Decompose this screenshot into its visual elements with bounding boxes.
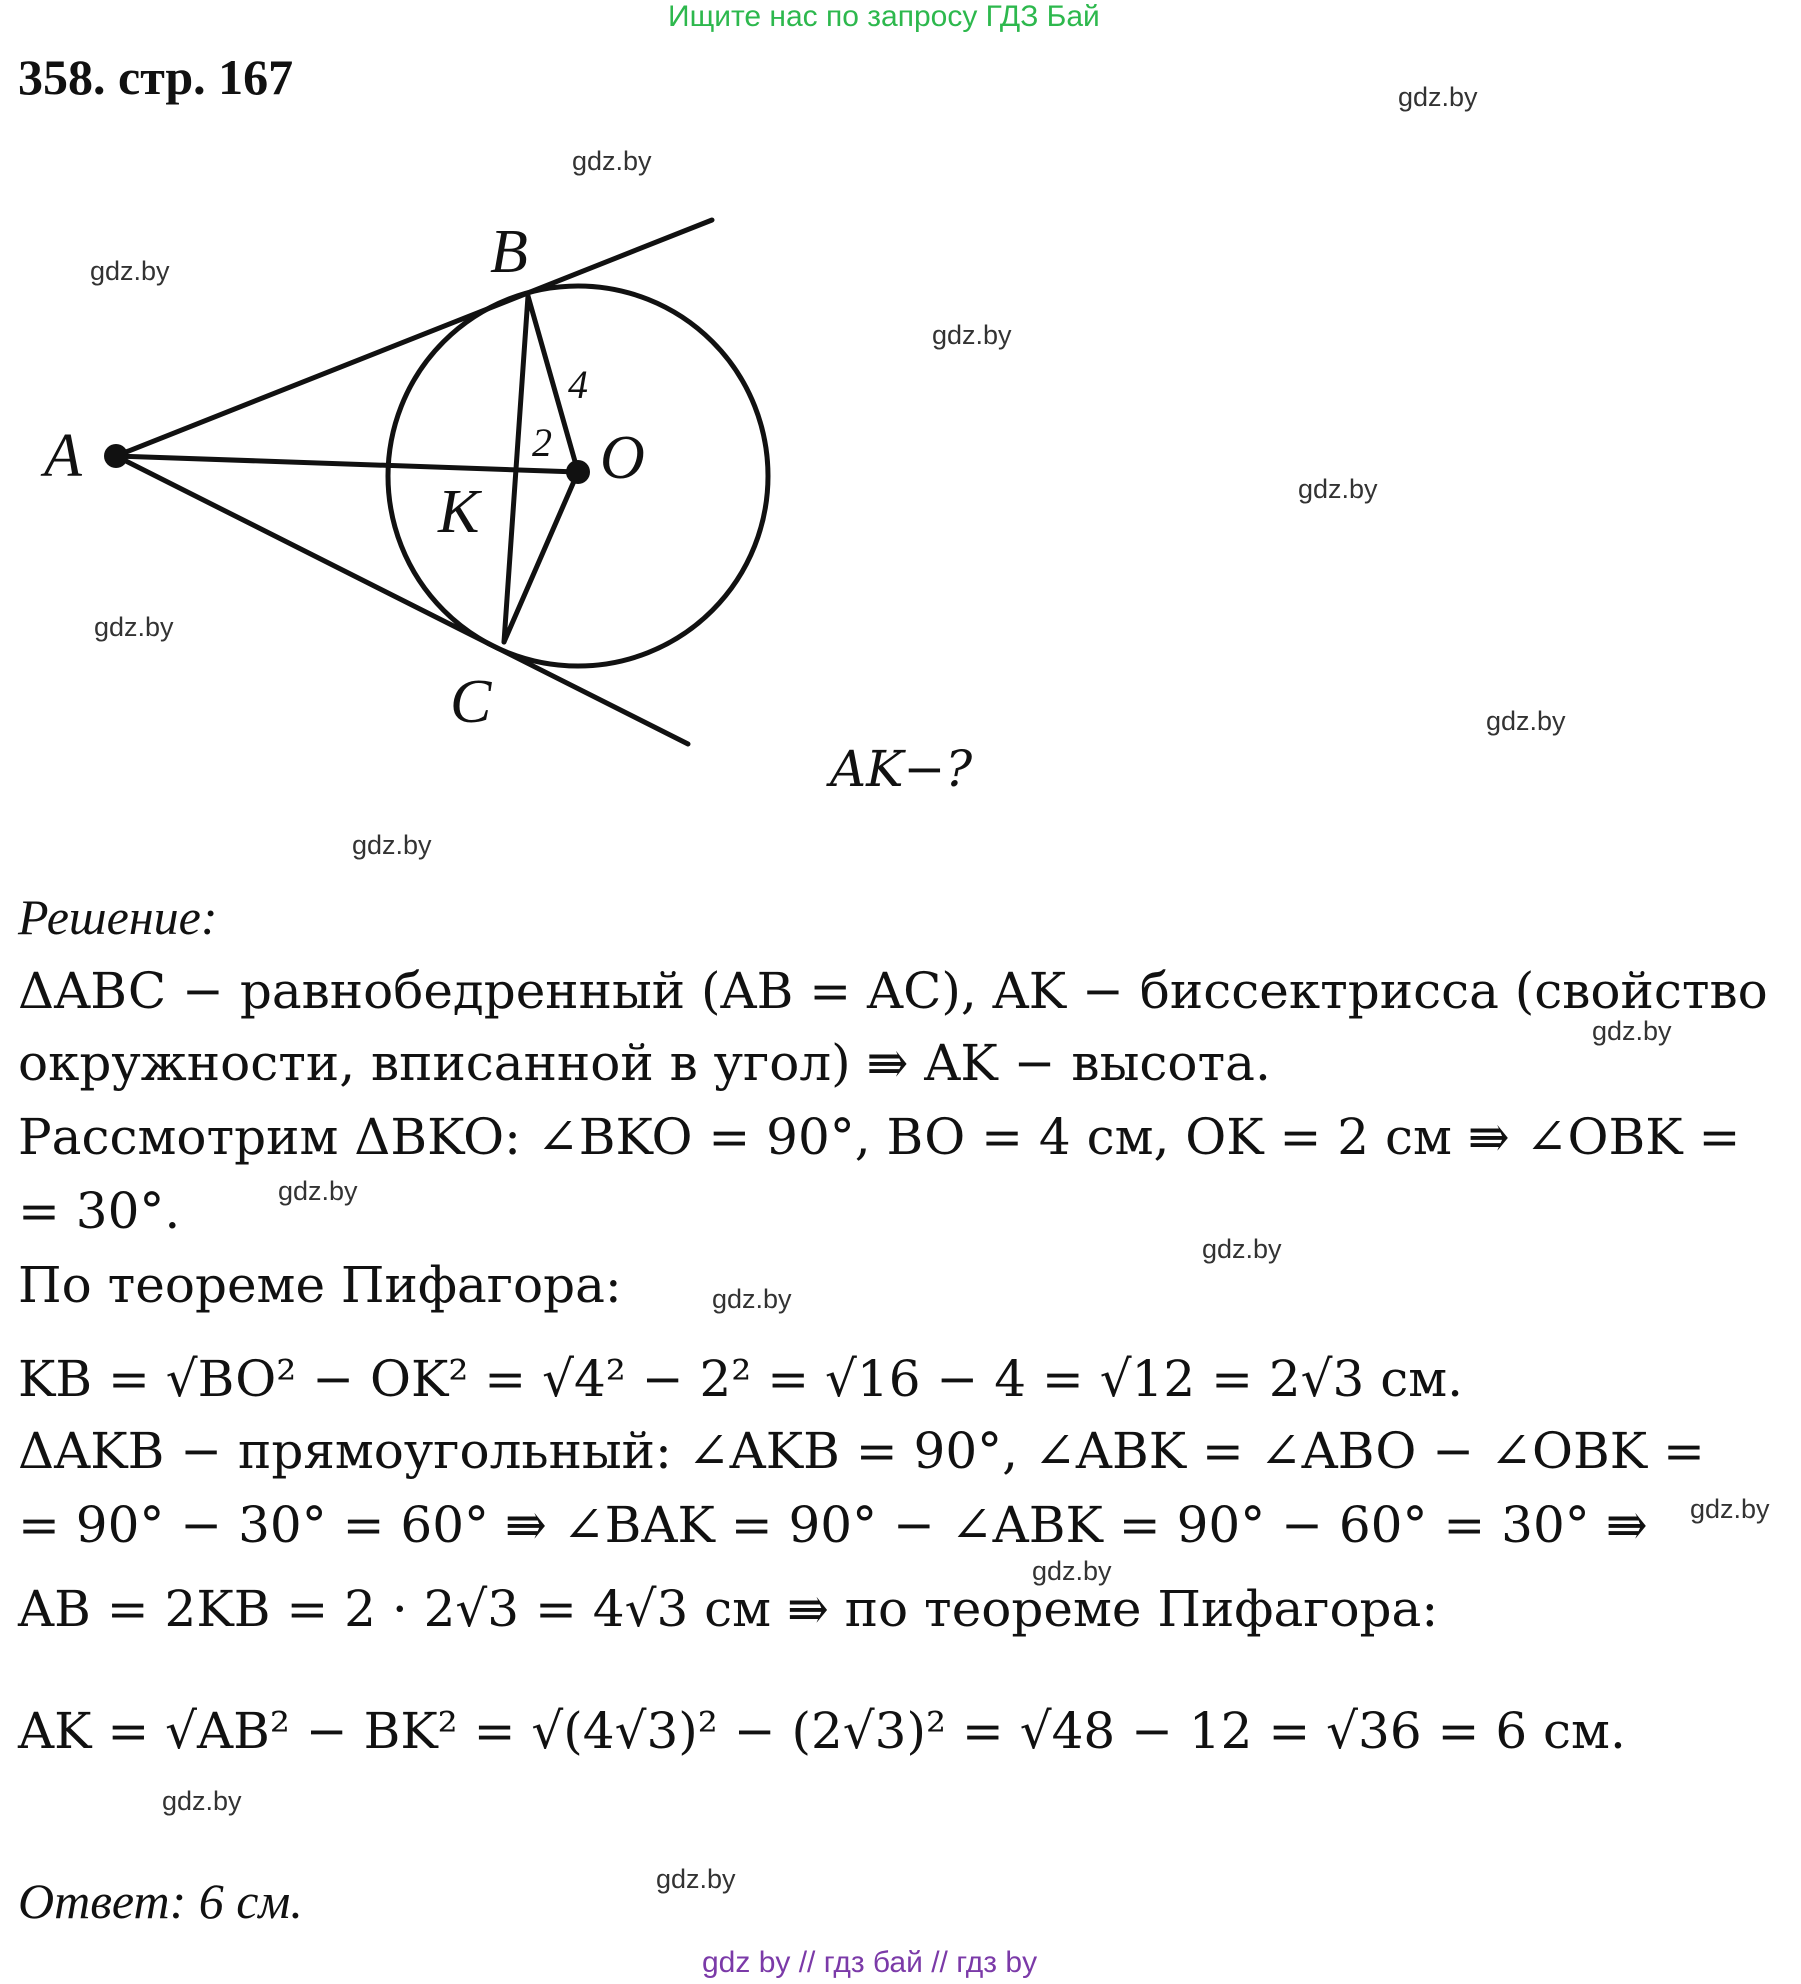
watermark: gdz.by — [1486, 706, 1566, 736]
answer: Ответ: 6 см. — [18, 1873, 303, 1929]
label-o: O — [600, 424, 645, 492]
solution-line: Рассмотрим ΔBKO: ∠BKO = 90°, BO = 4 см, OK = 2 см ⇛ ∠OBK = — [18, 1108, 1741, 1166]
solution-line: = 30°. — [18, 1182, 181, 1240]
watermark: gdz.by — [932, 320, 1012, 350]
watermark: gdz.by — [1202, 1234, 1282, 1264]
watermark: gdz.by — [572, 146, 652, 176]
watermark: gdz.by — [1690, 1494, 1770, 1524]
tangent-line-ac — [116, 456, 688, 744]
search-banner: Ищите нас по запросу ГДЗ Бай — [668, 0, 1100, 33]
watermark: gdz.by — [1398, 82, 1478, 112]
watermark: gdz.by — [90, 256, 170, 286]
label-a: A — [44, 422, 82, 490]
label-k: K — [438, 478, 480, 546]
point-a-dot — [104, 444, 128, 468]
watermark: gdz.by — [656, 1864, 736, 1894]
watermark: gdz.by — [162, 1786, 242, 1816]
solution-line: ΔABC − равнобедренный (AB = AC), AK − биссектрисса (свойство — [18, 962, 1768, 1020]
solution-line: По теореме Пифагора: — [18, 1256, 622, 1314]
solution-line: AB = 2KB = 2 · 2√3 = 4√3 см ⇛ по теореме Пифагора: — [18, 1580, 1439, 1638]
question: AK−? — [830, 740, 973, 798]
solution-line: ΔAKB − прямоугольный: ∠AKB = 90°, ∠ABK = ∠ABO − ∠OBK = — [18, 1422, 1705, 1480]
label-c: C — [450, 668, 492, 736]
solution-line: окружности, вписанной в угол) ⇛ AK − высота. — [18, 1034, 1271, 1092]
label-b: B — [490, 218, 528, 286]
solution-line: KB = √BO² − OK² = √4² − 2² = √16 − 4 = √12 = 2√3 см. — [18, 1350, 1464, 1408]
label-ok-length: 2 — [532, 420, 552, 465]
solution-heading: Решение: — [18, 889, 218, 945]
watermark: gdz.by — [278, 1176, 358, 1206]
watermark: gdz.by — [1592, 1016, 1672, 1046]
tangent-line-ab — [116, 220, 712, 456]
solution-line: AK = √AB² − BK² = √(4√3)² − (2√3)² = √48 − 12 = √36 = 6 см. — [18, 1702, 1626, 1760]
watermark: gdz.by — [352, 830, 432, 860]
watermark: gdz.by — [712, 1284, 792, 1314]
segment-ao — [116, 456, 578, 472]
watermark: gdz.by — [1298, 474, 1378, 504]
point-o-dot — [566, 460, 590, 484]
watermark: gdz.by — [1032, 1556, 1112, 1586]
solution-line: = 90° − 30° = 60° ⇛ ∠BAK = 90° − ∠ABK = 90° − 60° = 30° ⇛ — [18, 1496, 1648, 1554]
page-title: 358. стр. 167 — [18, 49, 294, 105]
watermark: gdz.by — [94, 612, 174, 642]
footer: gdz by // гдз бай // гдз by — [702, 1946, 1038, 1979]
label-bo-length: 4 — [568, 362, 588, 407]
